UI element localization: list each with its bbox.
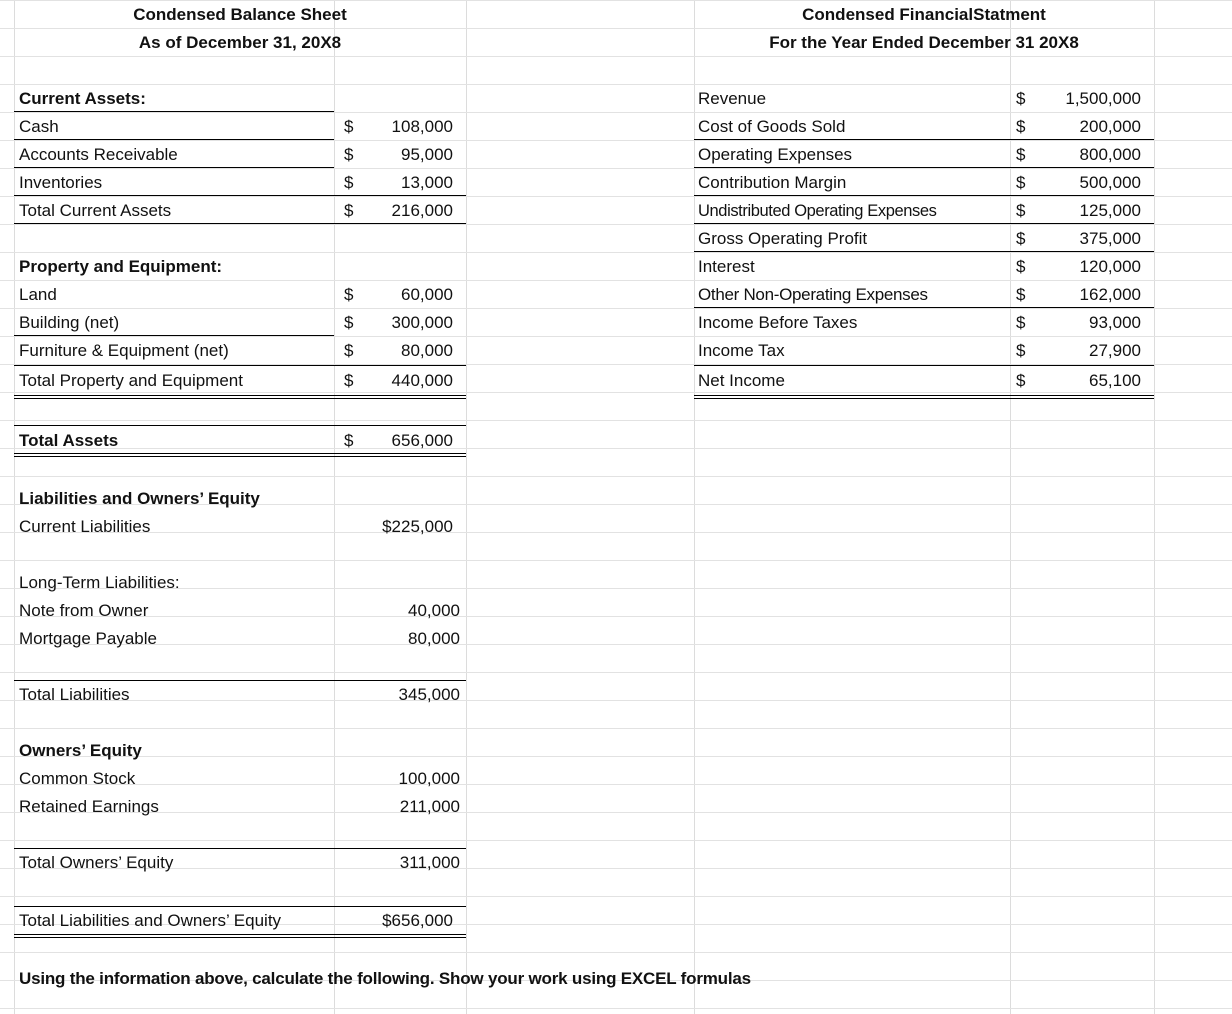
total-property-currency: $ xyxy=(344,371,354,390)
current-liabilities-value[interactable]: $225,000 xyxy=(382,517,453,536)
interest-value[interactable]: 120,000 xyxy=(1079,257,1141,276)
cell-border xyxy=(694,167,1154,168)
undistributed-expenses-currency: $ xyxy=(1016,201,1026,220)
note-from-owner-label[interactable]: Note from Owner xyxy=(19,601,149,620)
cogs-label[interactable]: Cost of Goods Sold xyxy=(698,117,846,136)
cell-border xyxy=(14,365,466,366)
operating-expenses-label[interactable]: Operating Expenses xyxy=(698,145,853,164)
cell-border xyxy=(14,167,334,168)
common-stock-value[interactable]: 100,000 xyxy=(398,769,460,788)
property-equipment-header[interactable]: Property and Equipment: xyxy=(19,257,223,276)
cell-border xyxy=(14,195,466,196)
gross-operating-profit-label[interactable]: Gross Operating Profit xyxy=(698,229,868,248)
land-currency: $ xyxy=(344,285,354,304)
income-tax-value[interactable]: 27,900 xyxy=(1089,341,1141,360)
cell-border-double xyxy=(14,453,466,457)
furniture-equipment-label[interactable]: Furniture & Equipment (net) xyxy=(19,341,229,360)
total-liabilities-label[interactable]: Total Liabilities xyxy=(19,685,130,704)
inventories-value[interactable]: 13,000 xyxy=(401,173,453,192)
net-income-currency: $ xyxy=(1016,371,1026,390)
mortgage-payable-value[interactable]: 80,000 xyxy=(408,629,460,648)
cell-border xyxy=(14,425,466,426)
income-before-taxes-value[interactable]: 93,000 xyxy=(1089,313,1141,332)
total-assets-label[interactable]: Total Assets xyxy=(19,431,119,450)
undistributed-expenses-label[interactable]: Undistributed Operating Expenses xyxy=(698,202,937,220)
cell-border xyxy=(14,335,334,336)
operating-expenses-value[interactable]: 800,000 xyxy=(1079,145,1141,164)
undistributed-expenses-value[interactable]: 125,000 xyxy=(1079,201,1141,220)
cash-value[interactable]: 108,000 xyxy=(391,117,453,136)
inventories-label[interactable]: Inventories xyxy=(19,173,103,192)
total-owners-equity-label[interactable]: Total Owners’ Equity xyxy=(19,853,174,872)
cash-currency: $ xyxy=(344,117,354,136)
note-from-owner-value[interactable]: 40,000 xyxy=(408,601,460,620)
common-stock-label[interactable]: Common Stock xyxy=(19,769,136,788)
operating-expenses-currency: $ xyxy=(1016,145,1026,164)
contribution-margin-currency: $ xyxy=(1016,173,1026,192)
income-statement-title[interactable]: Condensed FinancialStatment xyxy=(802,5,1046,24)
cell-border-double xyxy=(14,934,466,938)
building-label[interactable]: Building (net) xyxy=(19,313,120,332)
accounts-receivable-value[interactable]: 95,000 xyxy=(401,145,453,164)
other-non-operating-value[interactable]: 162,000 xyxy=(1079,285,1141,304)
cell-border xyxy=(14,906,466,907)
liabilities-equity-header[interactable]: Liabilities and Owners’ Equity xyxy=(19,489,260,508)
cell-border xyxy=(694,195,1154,196)
interest-currency: $ xyxy=(1016,257,1026,276)
income-before-taxes-currency: $ xyxy=(1016,313,1026,332)
cogs-value[interactable]: 200,000 xyxy=(1079,117,1141,136)
cell-border xyxy=(14,848,466,849)
total-liabilities-value[interactable]: 345,000 xyxy=(398,685,460,704)
total-property-label[interactable]: Total Property and Equipment xyxy=(19,371,243,390)
gross-operating-profit-value[interactable]: 375,000 xyxy=(1079,229,1141,248)
other-non-operating-currency: $ xyxy=(1016,285,1026,304)
building-value[interactable]: 300,000 xyxy=(391,313,453,332)
income-statement-period[interactable]: For the Year Ended December 31 20X8 xyxy=(769,33,1079,52)
instruction-text[interactable]: Using the information above, calculate the following. Show your work using EXCEL formulas xyxy=(19,969,751,988)
contribution-margin-value[interactable]: 500,000 xyxy=(1079,173,1141,192)
balance-sheet-date[interactable]: As of December 31, 20X8 xyxy=(138,33,342,52)
interest-label[interactable]: Interest xyxy=(698,257,755,276)
income-tax-label[interactable]: Income Tax xyxy=(698,341,785,360)
total-owners-equity-value[interactable]: 311,000 xyxy=(399,853,460,872)
current-liabilities-label[interactable]: Current Liabilities xyxy=(19,517,151,536)
total-assets-currency: $ xyxy=(344,431,354,450)
gross-operating-profit-currency: $ xyxy=(1016,229,1026,248)
land-label[interactable]: Land xyxy=(19,285,57,304)
cell-border xyxy=(14,111,334,112)
cell-border xyxy=(694,223,1154,224)
total-liabilities-equity-value[interactable]: $656,000 xyxy=(382,911,453,930)
cell-border-double xyxy=(14,395,466,399)
cell-border xyxy=(14,680,466,681)
total-property-value[interactable]: 440,000 xyxy=(391,371,453,390)
income-tax-currency: $ xyxy=(1016,341,1026,360)
contribution-margin-label[interactable]: Contribution Margin xyxy=(698,173,847,192)
accounts-receivable-currency: $ xyxy=(344,145,354,164)
cash-label[interactable]: Cash xyxy=(19,117,59,136)
cell-border xyxy=(694,251,1154,252)
furniture-equipment-value[interactable]: 80,000 xyxy=(401,341,453,360)
cell-border xyxy=(694,139,1154,140)
revenue-label[interactable]: Revenue xyxy=(698,89,767,108)
net-income-value[interactable]: 65,100 xyxy=(1089,371,1141,390)
current-assets-header[interactable]: Current Assets: xyxy=(19,89,146,108)
mortgage-payable-label[interactable]: Mortgage Payable xyxy=(19,629,157,648)
cell-border xyxy=(694,365,1154,366)
total-current-assets-label[interactable]: Total Current Assets xyxy=(19,201,172,220)
net-income-label[interactable]: Net Income xyxy=(698,371,785,390)
revenue-currency: $ xyxy=(1016,89,1026,108)
owners-equity-header[interactable]: Owners’ Equity xyxy=(19,741,142,760)
furniture-equipment-currency: $ xyxy=(344,341,354,360)
cell-border xyxy=(14,223,466,224)
revenue-value[interactable]: 1,500,000 xyxy=(1065,89,1141,108)
land-value[interactable]: 60,000 xyxy=(401,285,453,304)
long-term-liabilities-header[interactable]: Long-Term Liabilities: xyxy=(19,573,180,592)
balance-sheet-title[interactable]: Condensed Balance Sheet xyxy=(133,5,347,24)
income-before-taxes-label[interactable]: Income Before Taxes xyxy=(698,313,858,332)
retained-earnings-label[interactable]: Retained Earnings xyxy=(19,797,159,816)
total-liabilities-equity-label[interactable]: Total Liabilities and Owners’ Equity xyxy=(19,911,282,930)
total-current-assets-value[interactable]: 216,000 xyxy=(391,201,453,220)
inventories-currency: $ xyxy=(344,173,354,192)
total-assets-value[interactable]: 656,000 xyxy=(391,431,453,450)
building-currency: $ xyxy=(344,313,354,332)
cell-border-double xyxy=(694,395,1154,399)
cogs-currency: $ xyxy=(1016,117,1026,136)
cell-border xyxy=(694,307,1154,308)
other-non-operating-label[interactable]: Other Non-Operating Expenses xyxy=(698,285,928,304)
retained-earnings-value[interactable]: 211,000 xyxy=(399,797,460,816)
total-current-assets-currency: $ xyxy=(344,201,354,220)
accounts-receivable-label[interactable]: Accounts Receivable xyxy=(19,145,178,164)
cell-border xyxy=(14,139,334,140)
